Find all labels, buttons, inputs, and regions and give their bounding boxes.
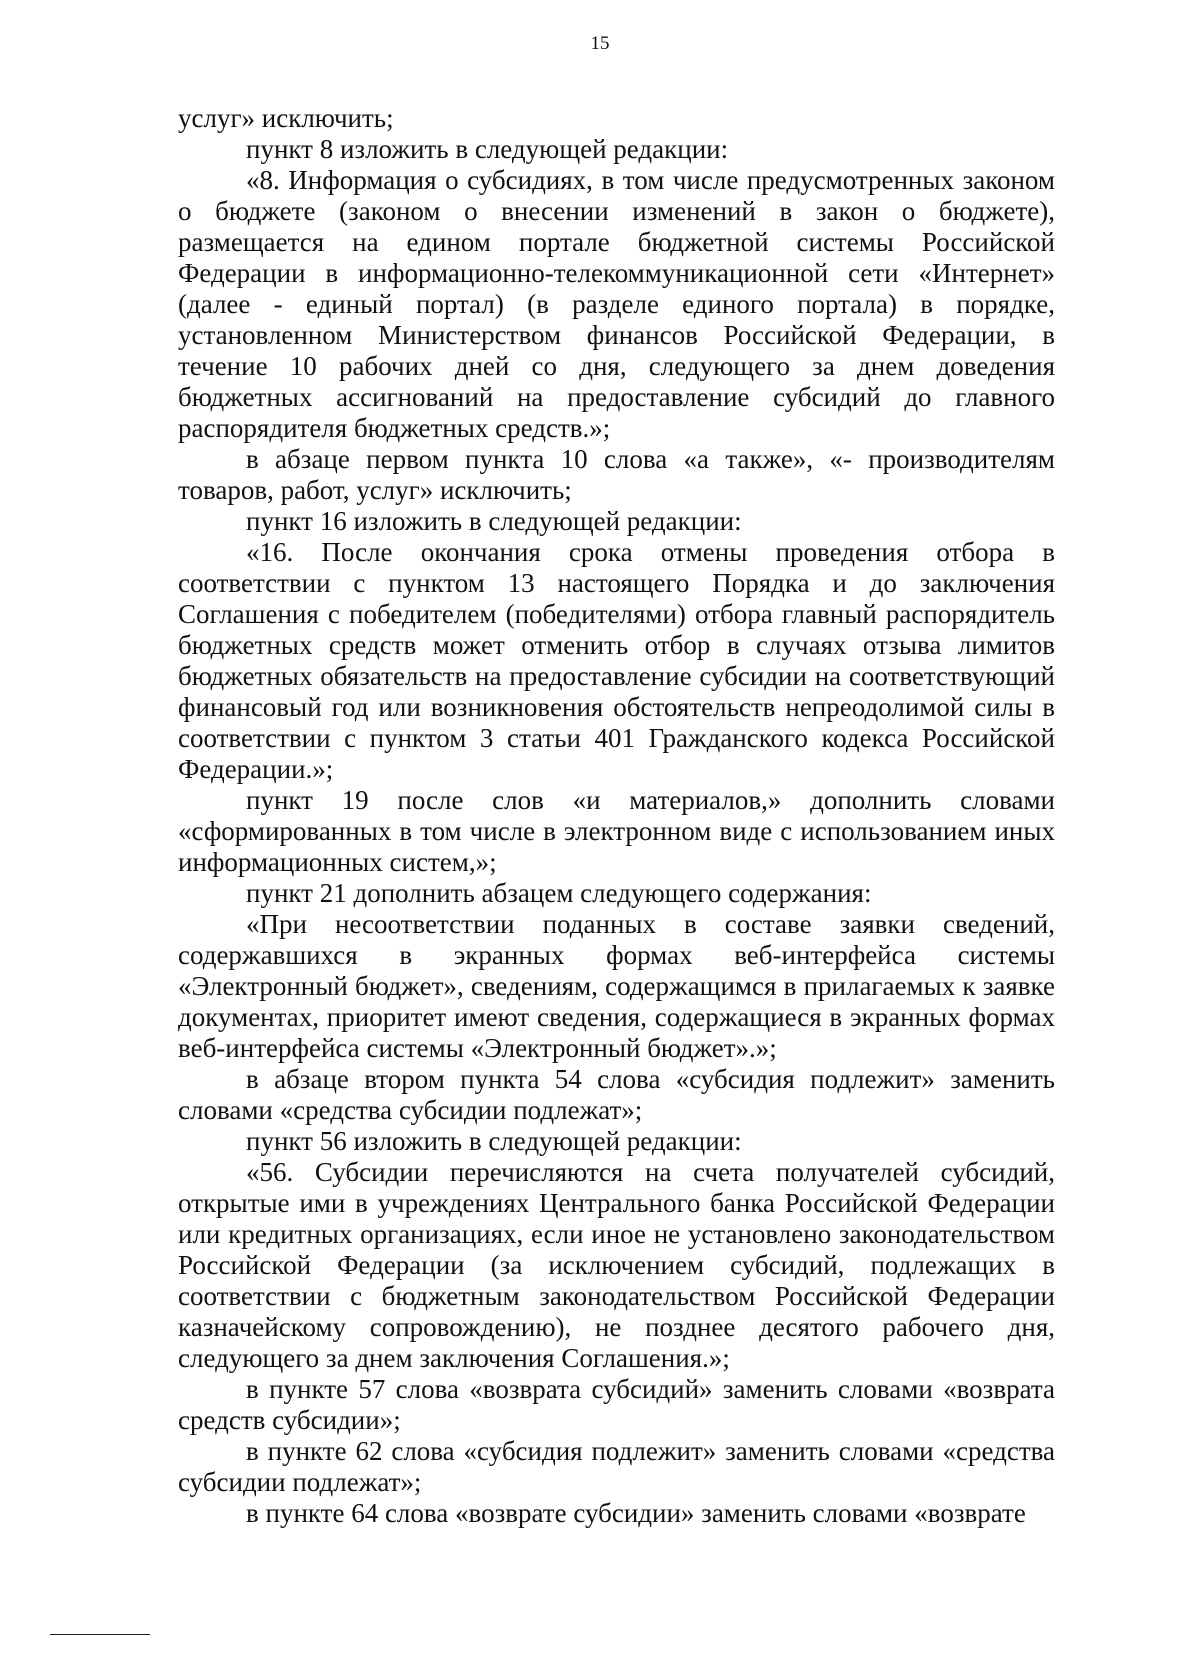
paragraph: пункт 19 после слов «и материалов,» дополнить словами «сформированных в том числе в электронном виде с использованием иных информационных систем,»;	[178, 785, 1055, 877]
paragraph: пункт 8 изложить в следующей редакции:	[246, 134, 729, 164]
paragraph: пункт 56 изложить в следующей редакции:	[246, 1126, 742, 1156]
paragraph: в абзаце втором пункта 54 слова «субсидия подлежит» заменить словами «средства субсидии подлежат»;	[178, 1064, 1055, 1125]
document-body	[178, 103, 1055, 1529]
paragraph: услуг» исключить;	[178, 103, 394, 133]
paragraph: пункт 21 дополнить абзацем следующего содержания:	[246, 878, 872, 908]
paragraph: пункт 16 изложить в следующей редакции:	[246, 506, 742, 536]
paragraph: «16. После окончания срока отмены проведения отбора в соответствии с пунктом 13 настоящего Порядка и до заключения Соглашения с победителем (победителями) отбора главный распорядитель бюджетных средств может отменить отбор в случаях отзыва лимитов бюджетных обязательств на предоставление субсидии на соответствующий финансовый год или возникновения обстоятельств непреодолимой силы в соответствии с пунктом 3 статьи 401 Гражданского кодекса Российской Федерации.»;	[178, 537, 1055, 784]
paragraph: в пункте 64 слова «возврате субсидии» заменить словами «возврате	[246, 1498, 1026, 1528]
paragraph: «При несоответствии поданных в составе заявки сведений, содержавшихся в экранных формах веб-интерфейса системы «Электронный бюджет», сведениям, содержащимся в прилагаемых к заявке документах, приоритет имеют сведения, содержащиеся в экранных формах веб-интерфейса системы «Электронный бюджет».»;	[178, 909, 1055, 1063]
footnote-separator	[50, 1634, 150, 1635]
paragraph: в абзаце первом пункта 10 слова «а также», «- производителям товаров, работ, услуг» исключить;	[178, 444, 1055, 505]
page-number: 15	[590, 33, 610, 54]
paragraph: в пункте 62 слова «субсидия подлежит» заменить словами «средства субсидии подлежат»;	[178, 1436, 1055, 1497]
paragraph: в пункте 57 слова «возврата субсидий» заменить словами «возврата средств субсидии»;	[178, 1374, 1055, 1435]
paragraph: «8. Информация о субсидиях, в том числе предусмотренных законом о бюджете (законом о внесении изменений в закон о бюджете), размещается на едином портале бюджетной системы Российской Федерации в информационно-телекоммуникационной сети «Интернет» (далее - единый портал) (в разделе единого портала) в порядке, установленном Министерством финансов Российской Федерации, в течение 10 рабочих дней со дня, следующего за днем доведения бюджетных ассигнований на предоставление субсидий до главного распорядителя бюджетных средств.»;	[178, 165, 1055, 443]
paragraph: «56. Субсидии перечисляются на счета получателей субсидий, открытые ими в учреждениях Центрального банка Российской Федерации или кредитных организациях, если иное не установлено законодательством Российской Федерации (за исключением субсидий, подлежащих в соответствии с бюджетным законодательством Российской Федерации казначейскому сопровождению), не позднее десятого рабочего дня, следующего за днем заключения Соглашения.»;	[178, 1157, 1055, 1373]
